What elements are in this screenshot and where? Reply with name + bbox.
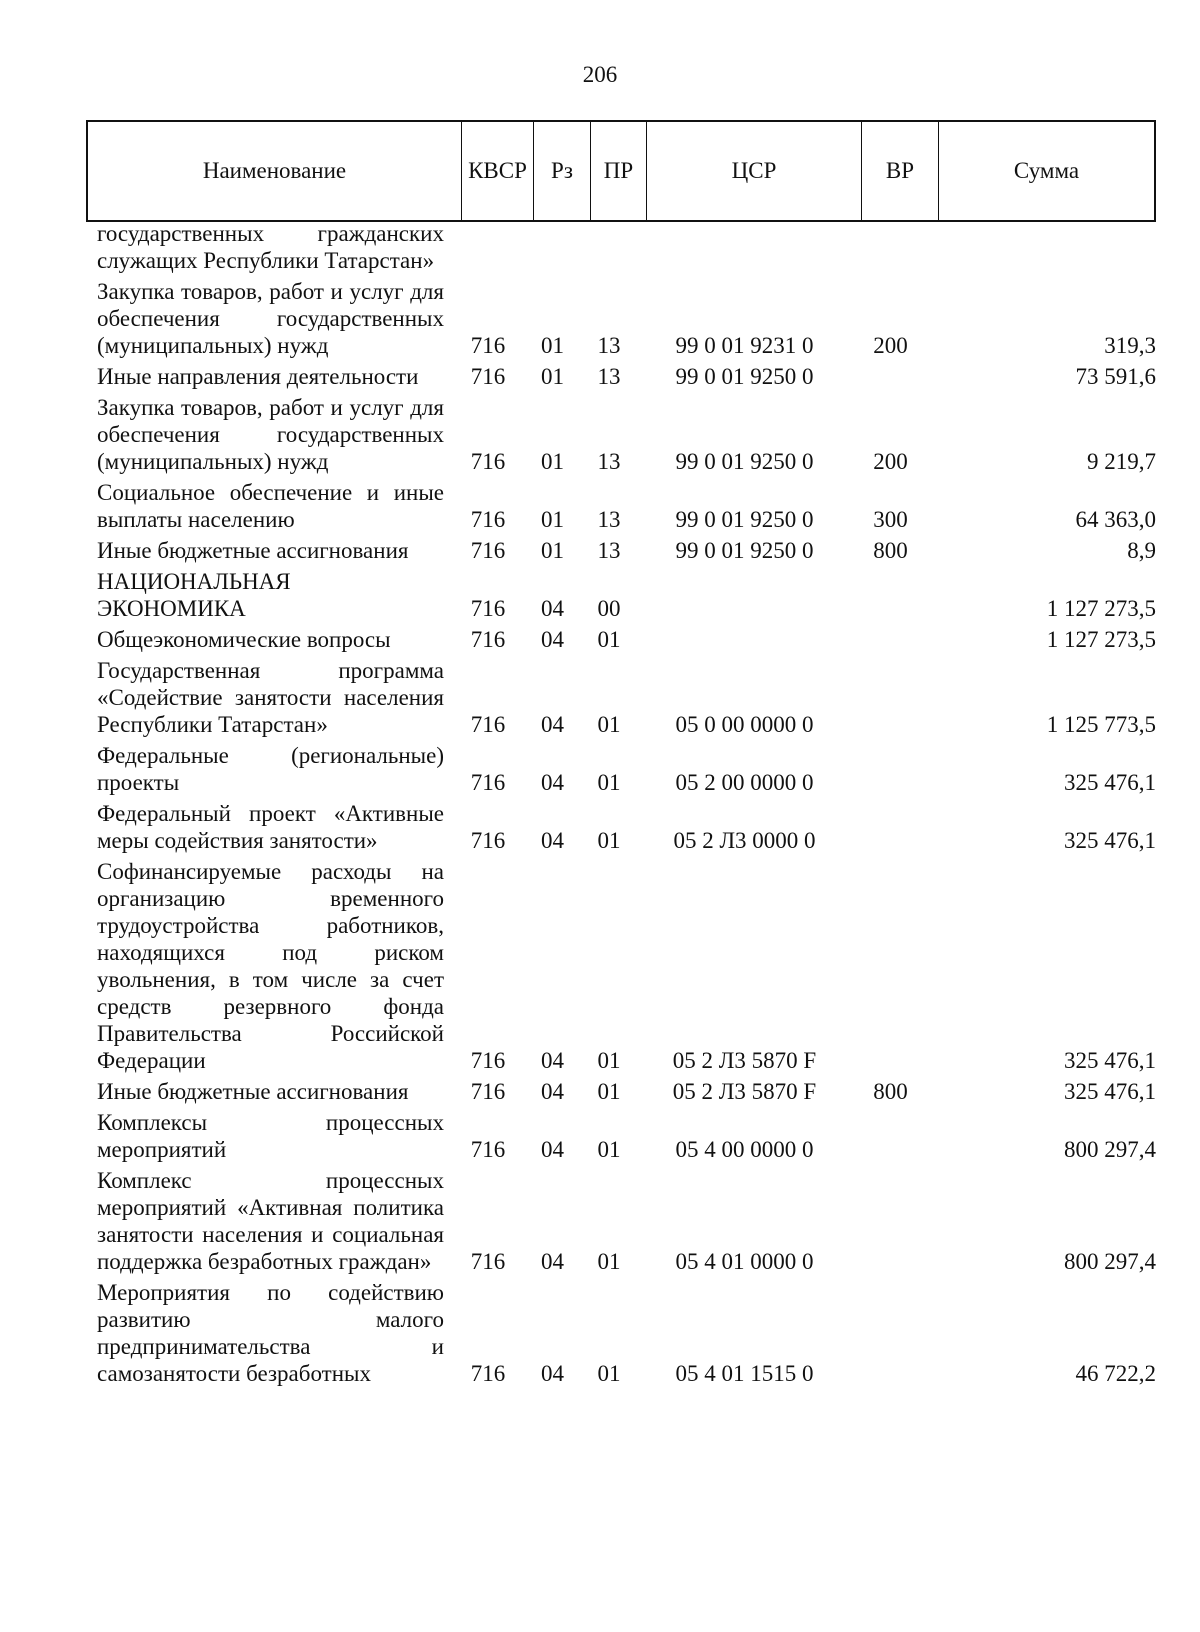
cell-name: Комплексы процессных мероприятий [97, 1110, 444, 1162]
cell-name: Мероприятия по содействию развитию малого предпринимательства и самозанятости безработных [97, 1280, 444, 1386]
table-row [86, 394, 1156, 475]
cell-pr: 13 [597, 449, 621, 474]
cell-sum: 325 476,1 [1064, 828, 1156, 853]
cell-kvsr: 716 [470, 449, 506, 474]
cell-name: Иные направления деятельности [97, 364, 419, 389]
cell-rz: 04 [541, 1249, 564, 1274]
cell-name: Иные бюджетные ассигнования [97, 538, 409, 563]
cell-csr: 99 0 01 9250 0 [675, 449, 814, 474]
cell-pr: 01 [597, 1249, 621, 1274]
cell-sum: 64 363,0 [1075, 507, 1156, 532]
cell-vr: 200 [873, 333, 908, 358]
table-row [86, 537, 1156, 564]
cell-sum: 9 219,7 [1087, 449, 1156, 474]
header-sum: Сумма [1013, 158, 1080, 183]
cell-rz: 04 [541, 1361, 564, 1386]
cell-rz: 04 [541, 712, 564, 737]
table-row [86, 568, 1156, 622]
cell-name: Федеральные (региональные) проекты [97, 743, 444, 795]
cell-sum: 73 591,6 [1075, 364, 1156, 389]
cell-rz: 04 [541, 627, 564, 652]
table-row [86, 221, 1156, 274]
cell-kvsr: 716 [470, 1079, 506, 1104]
cell-name: Закупка товаров, работ и услуг для обеспечения государственных (муниципальных) нужд [97, 279, 444, 358]
table-body [86, 221, 1156, 1391]
cell-vr: 800 [873, 538, 908, 563]
cell-name: Иные бюджетные ассигнования [97, 1079, 409, 1104]
page-number: 206 [582, 62, 618, 87]
cell-pr: 01 [597, 1079, 621, 1104]
cell-pr: 01 [597, 712, 621, 737]
cell-sum: 1 125 773,5 [1046, 712, 1156, 737]
table-row [86, 1109, 1156, 1163]
cell-pr: 13 [597, 333, 621, 358]
cell-sum: 319,3 [1104, 333, 1156, 358]
cell-rz: 04 [541, 1079, 564, 1104]
header-kvsr: КВСР [462, 122, 534, 220]
cell-sum: 800 297,4 [1064, 1249, 1156, 1274]
cell-csr: 99 0 01 9250 0 [675, 507, 814, 532]
cell-csr: 05 4 01 0000 0 [675, 1249, 814, 1274]
cell-kvsr: 716 [470, 770, 506, 795]
cell-pr: 01 [597, 1048, 621, 1073]
cell-csr: 05 2 Л3 0000 0 [673, 828, 816, 853]
table-row [86, 278, 1156, 359]
cell-rz: 01 [541, 538, 564, 563]
table-row [86, 657, 1156, 738]
cell-rz: 01 [541, 364, 564, 389]
cell-kvsr: 716 [470, 1361, 506, 1386]
cell-rz: 04 [541, 596, 564, 621]
cell-kvsr: 716 [470, 364, 506, 389]
cell-name: Общеэкономические вопросы [97, 627, 391, 652]
cell-sum: 8,9 [1127, 538, 1156, 563]
cell-kvsr: 716 [470, 333, 506, 358]
cell-pr: 01 [597, 1137, 621, 1162]
table-row [86, 742, 1156, 796]
cell-sum: 1 127 273,5 [1046, 596, 1156, 621]
cell-pr: 01 [597, 627, 621, 652]
table-row [86, 1167, 1156, 1275]
cell-name: Федеральный проект «Активные меры содействия занятости» [97, 801, 444, 853]
cell-kvsr: 716 [470, 828, 506, 853]
cell-csr: 05 4 01 1515 0 [675, 1361, 814, 1386]
cell-sum: 325 476,1 [1064, 1079, 1156, 1104]
cell-name: Комплекс процессных мероприятий «Активная политика занятости населения и социальная поддержка безработных граждан» [97, 1168, 444, 1274]
cell-name: Софинансируемые расходы на организацию временного трудоустройства работников, находящихся под риском увольнения, в том числе за счет средств резервного фонда Правительства Российской Федерации [97, 859, 444, 1073]
cell-csr: 05 0 00 0000 0 [675, 712, 814, 737]
cell-pr: 00 [597, 596, 621, 621]
cell-pr: 01 [597, 828, 621, 853]
header-rz: Рз [534, 122, 591, 220]
cell-csr: 05 2 Л3 5870 F [672, 1048, 817, 1073]
header-name: Наименование [88, 122, 462, 220]
table-row [86, 626, 1156, 653]
cell-csr: 05 2 00 0000 0 [675, 770, 814, 795]
cell-name: НАЦИОНАЛЬНАЯ ЭКОНОМИКА [97, 569, 291, 621]
cell-rz: 01 [541, 449, 564, 474]
cell-kvsr: 716 [470, 1048, 506, 1073]
cell-csr: 05 2 Л3 5870 F [672, 1079, 817, 1104]
table-header [86, 120, 1156, 222]
cell-name: государственных гражданских служащих Республики Татарстан» [97, 221, 444, 273]
cell-rz: 01 [541, 507, 564, 532]
table-row [86, 479, 1156, 533]
cell-rz: 04 [541, 770, 564, 795]
table-row [86, 800, 1156, 854]
cell-rz: 04 [541, 1048, 564, 1073]
cell-csr: 99 0 01 9231 0 [675, 333, 814, 358]
cell-name: Социальное обеспечение и иные выплаты населению [97, 480, 444, 532]
cell-kvsr: 716 [470, 596, 506, 621]
cell-sum: 325 476,1 [1064, 770, 1156, 795]
cell-vr: 300 [873, 507, 908, 532]
cell-kvsr: 716 [470, 627, 506, 652]
cell-rz: 04 [541, 828, 564, 853]
cell-vr: 800 [873, 1079, 908, 1104]
cell-sum: 325 476,1 [1064, 1048, 1156, 1073]
cell-pr: 13 [597, 538, 621, 563]
cell-kvsr: 716 [470, 1249, 506, 1274]
cell-name: Государственная программа «Содействие занятости населения Республики Татарстан» [97, 658, 444, 737]
cell-pr: 01 [597, 770, 621, 795]
cell-sum: 46 722,2 [1075, 1361, 1156, 1386]
table-row [86, 363, 1156, 390]
cell-csr: 99 0 01 9250 0 [675, 364, 814, 389]
cell-pr: 13 [597, 364, 621, 389]
table-row [86, 1078, 1156, 1105]
cell-vr: 200 [873, 449, 908, 474]
cell-csr: 05 4 00 0000 0 [675, 1137, 814, 1162]
cell-sum: 800 297,4 [1064, 1137, 1156, 1162]
cell-kvsr: 716 [470, 712, 506, 737]
cell-kvsr: 716 [470, 538, 506, 563]
header-vr: ВР [862, 122, 939, 220]
cell-name: Закупка товаров, работ и услуг для обеспечения государственных (муниципальных) нужд [97, 395, 444, 474]
cell-sum: 1 127 273,5 [1046, 627, 1156, 652]
cell-kvsr: 716 [470, 507, 506, 532]
cell-rz: 04 [541, 1137, 564, 1162]
cell-pr: 13 [597, 507, 621, 532]
cell-rz: 01 [541, 333, 564, 358]
cell-kvsr: 716 [470, 1137, 506, 1162]
header-pr: ПР [591, 122, 647, 220]
header-csr: ЦСР [647, 122, 862, 220]
table-row [86, 1279, 1156, 1387]
cell-csr: 99 0 01 9250 0 [675, 538, 814, 563]
cell-pr: 01 [597, 1361, 621, 1386]
table-row [86, 858, 1156, 1074]
